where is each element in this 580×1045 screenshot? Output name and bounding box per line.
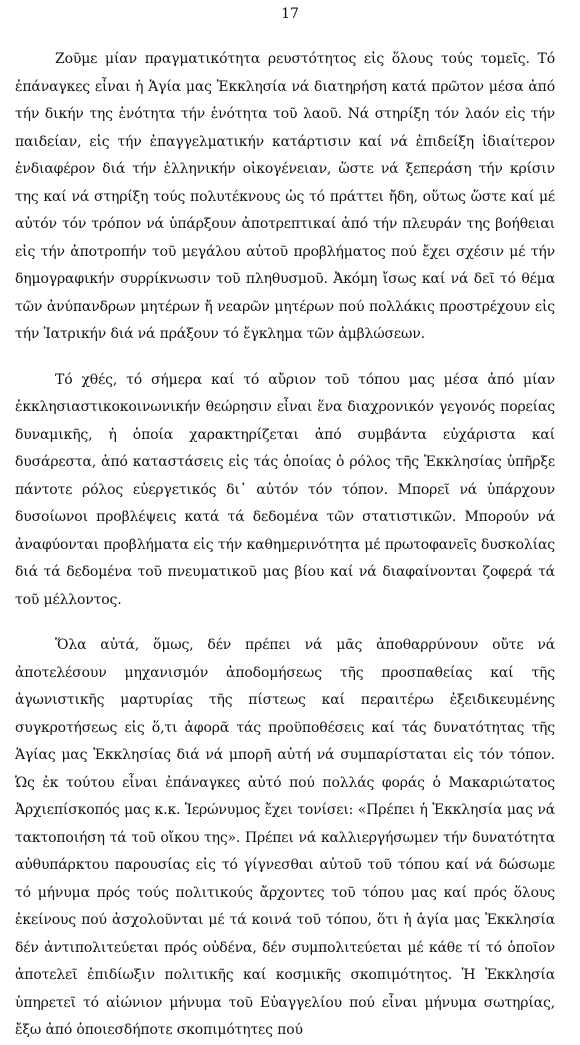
paragraph-2: Τό χθές, τό σήμερα καί τό αὔριον τοῦ τόπου μας μέσα ἀπό μίαν ἐκκλησιαστικοκοινωνικήν θεώρησιν εἶναι ἕνα διαχρονικόν γεγονός πορείας δυναμικῆς, ἡ ὁποία χαρακτηρίζεται ἀπό συμβάντα εὐχάριστα καί δυσάρεστα, ἀπό καταστάσεις εἰς τάς ὁποίας ὁ ρόλος τῆς Ἐκκλησίας ὑπῆρξε πάντοτε ρόλος εὐεργετικός δι᾽ αὐτόν τόν τόπον. Μπορεῖ νά ὑπάρχουν δυσοίωνοι προβλέψεις κατά τά δεδομένα τῶν στατιστικῶν. Μπορούν νά ἀναφύονται προβλήματα εἰς τήν καθημερινότητα μέ πρωτοφανεῖς δυσκολίας διά τά δεδομένα τοῦ πνευματικοῦ μας βίου καί νά διαφαίνονται ζοφερά τά τοῦ μέλλοντος. [15,371,555,608]
paragraph-3: Ὅλα αὐτά, ὅμως, δέν πρέπει νά μᾶς ἀποθαρρύνουν οὔτε νά ἀποτελέσουν μηχανισμόν ἀποδομήσεως τῆς προσπαθείας καί τῆς ἀγωνιστικῆς μαρτυρίας τῆς πίστεως καί περαιτέρω ἐξειδικευμένης συγκροτήσεως εἰς ὅ,τι ἀφορᾶ τάς προϋποθέσεις καί τάς δυνατότητας τῆς Ἁγίας μας Ἐκκλησίας διά νά μπορῆ αὐτή νά συμπαρίσταται εἰς τόν τόπον. Ὡς ἐκ τούτου εἶναι ἐπάναγκες αὐτό πού πολλάς φοράς ὁ Μακαριώτατος Ἀρχιεπίσκοπός μας κ.κ. Ἱερώνυμος ἔχει τονίσει: «Πρέπει ἡ Ἐκκλησία μας νά τακτοποιήση τά τοῦ οἴκου της». Πρέπει νά καλλιεργήσωμεν τήν δυνατότητα αὐθυπάρκτου παρουσίας εἰς τό γίγνεσθαι αὐτοῦ τοῦ τόπου καί νά δώσωμε τό μήνυμα πρός τούς πολιτικούς ἄρχοντες τοῦ τόπου μας καί πρός ὅλους ἐκείνους πού ἀσχολοῦνται μέ τά κοινά τοῦ τόπου, ὅτι ἡ ἁγία μας Ἐκκλησία δέν ἀντιπολιτεύεται πρός οὐδένα, δέν συμπολιτεύεται μέ κάθε τί τό ὁποῖον ἀποτελεῖ ἐπιδίωξιν πολιτικῆς καί κοσμικῆς σκοπιμότητος. Ἡ Ἐκκλησία ὑπηρετεῖ τό αἰώνιον μήνυμα τοῦ Εὐαγγελίου πού εἶναι μήνυμα σωτηρίας, ἔξω ἀπό ὁποιεσδήποτε σκοπιμότητες πού [15,637,555,1038]
page-number: 17 [281,6,299,22]
paragraph-1: Ζοῦμε μίαν πραγματικότητα ρευστότητος εἰς ὅλους τούς τομεῖς. Τό ἐπάναγκες εἶναι ἡ Ἁγία μας Ἐκκλησία νά διατηρήση κατά πρῶτον μέσα ἀπό τήν δικήν της ἑνότητα τήν ἑνότητα τοῦ λαοῦ. Νά στηρίξη τόν λαόν εἰς τήν παιδείαν, εἰς τήν ἐπαγγελματικήν κατάρτισιν καί νά ἐπιδείξη ἰδιαίτερον ἐνδιαφέρον διά τήν ἑλληνικήν οἰκογένειαν, ὥστε νά ξεπεράση τήν κρίσιν της καί νά στηρίξη τούς πολυτέκνους ὡς τό πράττει ἤδη, οὕτως ὥστε καί μέ αὐτόν τόν τρόπον νά ὑπάρξουν ἀποτρεπτικαί ἀπό τήν πλευράν της βοήθειαι εἰς τήν ἀποτροπήν τοῦ μεγάλου αὐτοῦ προβλήματος πού ἔχει σχέσιν μέ τήν δημογραφικήν συρρίκνωσιν τοῦ πληθυσμοῦ. Ἀκόμη ἴσως καί νά δεῖ τό θέμα τῶν ἀνύπανδρων μητέρων ἤ νεαρῶν μητέρων πού πολλάκις προστρέχουν εἰς τήν Ἰατρικήν διά νά πράξουν τό ἔγκλημα τῶν ἀμβλώσεων. [15,51,555,342]
body-text [15,46,555,1045]
